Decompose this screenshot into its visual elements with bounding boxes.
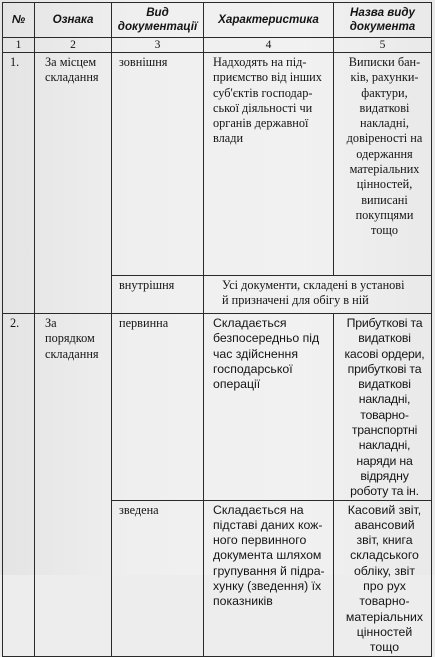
- text-line: Касовий звіт,: [347, 502, 422, 517]
- text-line: групування й підра-: [213, 563, 325, 578]
- text-line: ного первинного: [213, 533, 307, 548]
- text-line: товарно-: [359, 594, 410, 609]
- text-line: покупцями: [355, 207, 414, 222]
- text-line: про рух: [363, 579, 406, 594]
- header-doc-type-line1: Вид: [146, 6, 169, 19]
- table-row: [3, 314, 432, 501]
- text-line: накладні,: [358, 392, 411, 407]
- sign-line: За місцем: [45, 55, 97, 69]
- text-line: й призначені для обігу в ній: [222, 293, 369, 308]
- text-line: наряди на відрядну роботу та ін.: [350, 453, 419, 499]
- sign-line: порядком: [45, 331, 95, 346]
- characteristic-cell: [204, 314, 334, 501]
- characteristic-cell: [204, 53, 334, 276]
- document-table: [2, 2, 432, 657]
- text-line: влади: [213, 131, 244, 146]
- doc-name-cell: [334, 53, 432, 276]
- column-number: 4: [204, 38, 334, 53]
- column-number: 2: [35, 38, 112, 53]
- sign-cell: [35, 314, 112, 657]
- text-line: документа шляхом: [213, 548, 322, 563]
- text-line: тощо: [371, 223, 398, 238]
- text-line: довіреності на: [346, 131, 423, 146]
- header-doc-name-line2: документа: [349, 20, 416, 33]
- text-line: приємство від інших: [213, 70, 322, 85]
- text-line: безпосередньо під: [213, 331, 320, 346]
- header-doc-type: [112, 3, 204, 38]
- text-line: Прибуткові та: [346, 316, 423, 330]
- text-line: накладні,: [360, 116, 409, 131]
- column-number-row: [3, 38, 432, 53]
- column-number: 5: [334, 38, 432, 53]
- text-line: касові ордери,: [344, 346, 425, 361]
- row-number: 2.: [3, 314, 35, 657]
- text-line: суб'єктів господар-: [213, 85, 313, 100]
- doc-name-cell: [334, 314, 432, 501]
- row-number: 1.: [3, 53, 35, 314]
- text-line: ків, рахунки-: [350, 70, 419, 85]
- text-line: прибуткові та: [347, 361, 422, 376]
- text-line: цінностей тощо: [356, 624, 413, 655]
- text-line: Усі документи, складені в установі: [222, 278, 405, 292]
- text-line: матеріальних: [349, 162, 420, 177]
- text-line: товарно-: [360, 407, 409, 422]
- doc-name-cell: [334, 500, 432, 656]
- text-line: складського: [350, 548, 419, 563]
- text-line: авансовий: [354, 517, 415, 532]
- table-row: [3, 53, 432, 276]
- characteristic-cell: [204, 500, 334, 656]
- sign-line: За: [45, 316, 57, 330]
- text-line: виписані: [361, 192, 408, 207]
- text-line: видаткові: [358, 377, 411, 392]
- text-line: органів державної: [213, 116, 309, 131]
- sign-line: складання: [45, 70, 99, 85]
- text-line: Надходять на під-: [213, 55, 307, 69]
- text-line: одержання: [356, 146, 413, 161]
- column-number: 1: [3, 38, 35, 53]
- doc-type-cell: первинна: [112, 314, 204, 501]
- text-line: обліку, звіт: [353, 563, 416, 578]
- text-line: накладні,: [358, 438, 411, 453]
- text-line: звіт, книга: [356, 533, 413, 548]
- doc-type-cell: внутрішня: [112, 276, 204, 314]
- text-line: ської діяльності чи: [213, 100, 313, 115]
- text-line: господарської операції: [213, 361, 293, 392]
- text-line: фактури,: [361, 85, 408, 100]
- header-characteristic: Характеристика: [204, 3, 334, 38]
- text-line: видаткові: [359, 100, 410, 115]
- header-number: №: [3, 3, 35, 38]
- text-line: видаткові: [358, 331, 411, 346]
- text-line: хунку (зведення) їх показників: [213, 579, 322, 609]
- doc-type-cell: зовнішня: [112, 53, 204, 276]
- text-line: Складається на: [213, 502, 304, 517]
- header-doc-name-line1: Назва виду: [350, 6, 415, 19]
- doc-type-cell: зведена: [112, 500, 204, 656]
- table-header-row: [3, 3, 432, 38]
- column-number: 3: [112, 38, 204, 53]
- header-doc-type-line2: документації: [117, 20, 198, 33]
- merged-characteristic-cell: [204, 276, 432, 314]
- text-line: матеріальних: [345, 609, 424, 624]
- text-line: час здійснення: [213, 346, 298, 361]
- header-sign: Ознака: [35, 3, 112, 38]
- sign-line: складання: [45, 346, 99, 361]
- sign-cell: [35, 53, 112, 314]
- text-line: цінностей,: [356, 177, 413, 192]
- text-line: підставі даних кож-: [213, 517, 323, 532]
- text-line: транспортні: [351, 423, 418, 438]
- text-line: Складається: [213, 316, 287, 330]
- text-line: Виписки бан-: [348, 55, 421, 69]
- header-doc-name: [334, 3, 432, 38]
